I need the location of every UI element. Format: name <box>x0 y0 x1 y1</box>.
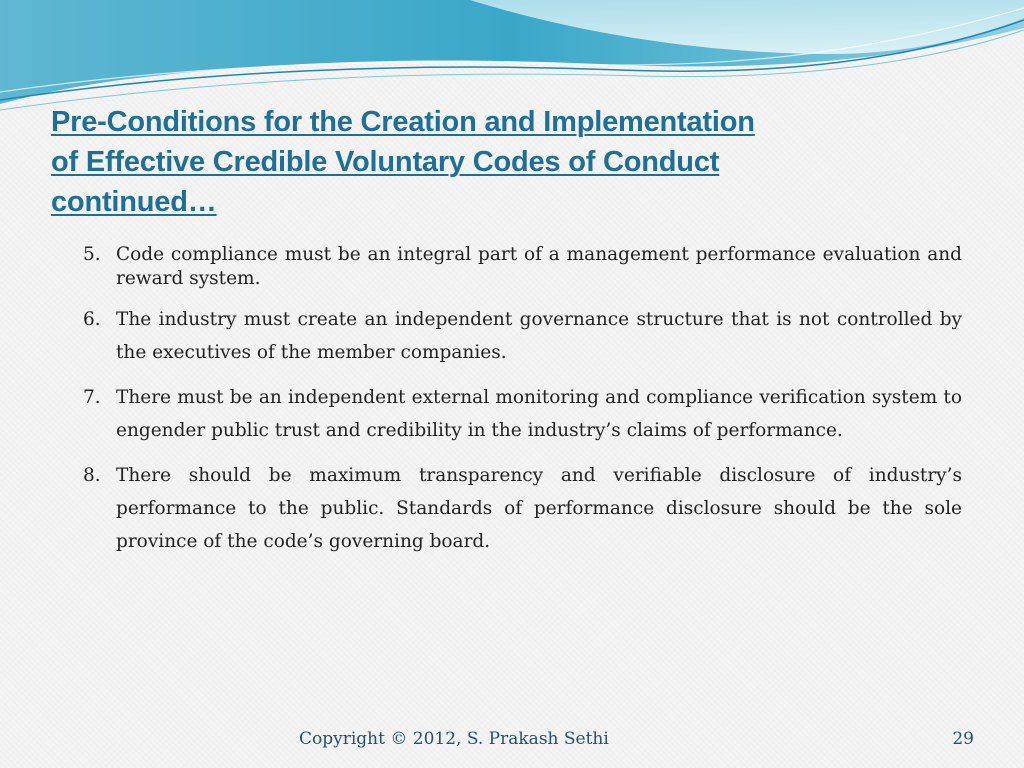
point-text: The industry must create an independent governance structure that is not controlled by the executives of the member companies. <box>116 309 962 363</box>
list-item <box>83 303 962 369</box>
point-number: 6. <box>83 309 101 330</box>
footer-copyright: Copyright © 2012, S. Prakash Sethi <box>299 729 609 749</box>
list-item <box>83 381 962 447</box>
list-item <box>83 243 962 291</box>
list-item <box>83 459 962 558</box>
title-line-1: Pre-Conditions for the Creation and Implementation <box>51 106 755 138</box>
point-number: 8. <box>83 465 101 486</box>
point-number: 5. <box>83 244 101 265</box>
point-text: There should be maximum transparency and verifiable disclosure of industry’s performance to the public. Standards of performance disclosure should be the sole province of the code’s governing board. <box>116 465 962 552</box>
point-text: There must be an independent external monitoring and compliance verification system to engender public trust and credibility in the industry’s claims of performance. <box>116 387 962 441</box>
point-number: 7. <box>83 387 101 408</box>
page-number: 29 <box>952 729 974 749</box>
title-line-3: continued… <box>51 186 217 218</box>
title-line-2: of Effective Credible Voluntary Codes of Conduct <box>51 146 720 178</box>
point-text: Code compliance must be an integral part of a management performance evaluation and reward system. <box>116 244 962 289</box>
slide-title <box>51 102 811 222</box>
numbered-points-list <box>83 243 962 570</box>
